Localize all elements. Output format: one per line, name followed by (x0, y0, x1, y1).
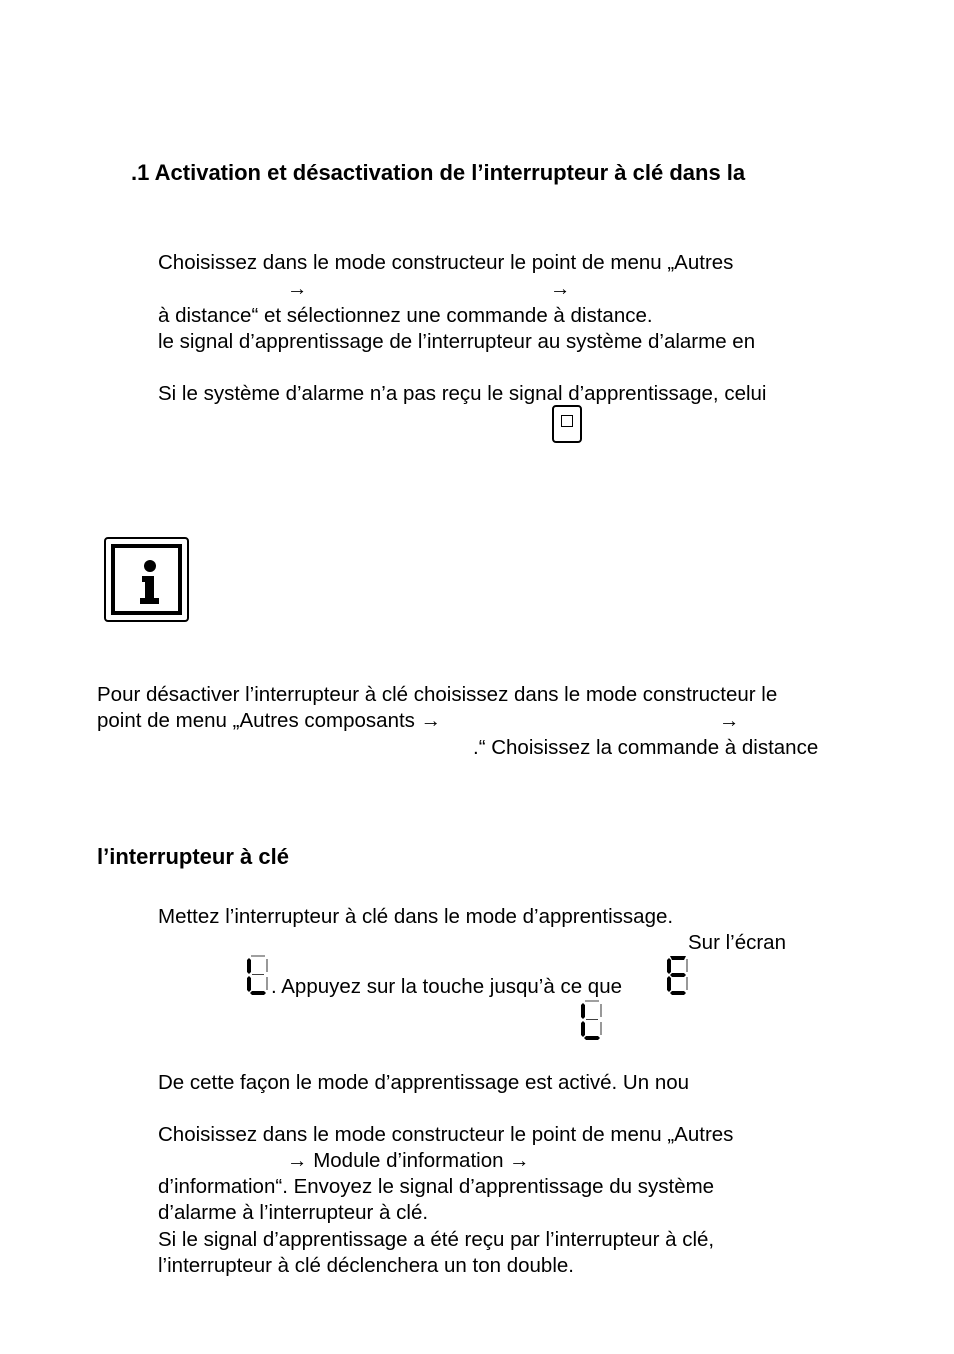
seven-segment-E-icon (666, 955, 690, 995)
step-text-line: De cette façon le mode d’apprentissage est activé. Un nou (158, 1071, 690, 1094)
seven-segment-L-icon (580, 1000, 604, 1040)
step-text-line: Si le système d’alarme n’a pas reçu le signal d’apprentissage, celui (158, 382, 767, 405)
section-heading: .1 Activation et désactivation de l’interrupteur à clé dans la (131, 160, 746, 185)
deactivate-text-line: .“ Choisissez la commande à distance (473, 736, 819, 759)
step-text-line: l’interrupteur à clé déclenchera un ton double. (158, 1254, 574, 1277)
step-text-line: d’alarme à l’interrupteur à clé. (158, 1201, 429, 1224)
step-text-line: Si le signal d’apprentissage a été reçu par l’interrupteur à clé, (158, 1228, 715, 1251)
square-button-icon (552, 405, 582, 443)
info-icon (104, 537, 189, 622)
step-text-line: à distance“ et sélectionnez une commande à distance. (158, 304, 653, 327)
arrow-right: → (550, 277, 571, 300)
arrow-right: → (719, 709, 740, 732)
step-text-line: Mettez l’interrupteur à clé dans le mode d’apprentissage. (158, 905, 674, 928)
step-text-line: Choisissez dans le mode constructeur le point de menu „Autres (158, 1123, 734, 1146)
step-text-line: d’information“. Envoyez le signal d’apprentissage du système (158, 1175, 715, 1198)
section-heading: l’interrupteur à clé (97, 844, 289, 869)
step-text-line: . Appuyez sur la touche jusqu’à ce que (271, 975, 623, 998)
step-text-line: Choisissez dans le mode constructeur le point de menu „Autres (158, 251, 734, 274)
step-text-line: → Module d’information → (287, 1149, 530, 1172)
deactivate-text-line: Pour désactiver l’interrupteur à clé choisissez dans le mode constructeur le (97, 683, 778, 706)
deactivate-text-line: point de menu „Autres composants → (97, 709, 442, 732)
step-text-line: le signal d’apprentissage de l’interrupteur au système d’alarme en (158, 330, 756, 353)
arrow-right: → (287, 277, 308, 300)
seven-segment-L-icon (246, 955, 270, 995)
step-text-line: Sur l’écran (688, 931, 786, 954)
